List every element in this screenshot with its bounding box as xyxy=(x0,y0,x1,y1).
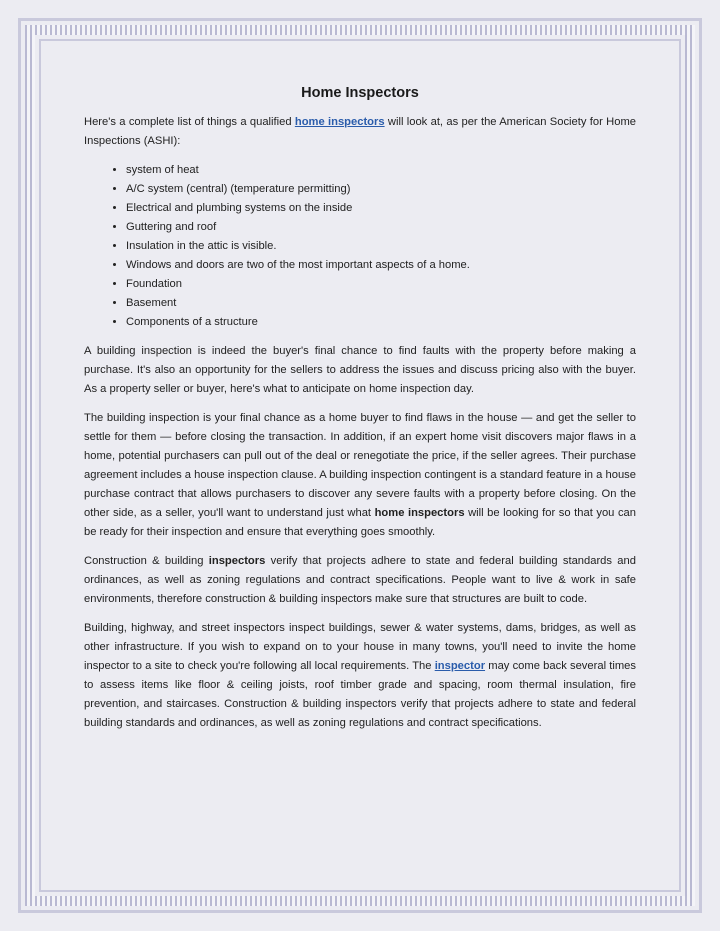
paragraph-infrastructure-inspectors xyxy=(84,619,636,733)
paragraph2-text-after: will be looking for so that you can be ready for their inspection and ensure that everything goes smoothly. xyxy=(84,507,636,538)
paragraph3-text-before: Construction & building xyxy=(84,555,209,567)
checklist-item: • Foundation xyxy=(126,275,636,294)
intro-text-after: will look at, as per the American Society for Home Inspections (ASHI): xyxy=(84,116,636,147)
paragraph-building-inspection xyxy=(84,409,636,542)
paragraph2-bold-home-inspectors: home inspectors xyxy=(374,507,465,519)
paragraph4-text-before: Building, highway, and street inspectors inspect buildings, sewer & water systems, dams, bridges, as well as other infrastructure. If you wish to expand on to your house in many towns, you'll need to invite the home inspector to a site to check you're following all local requirements. The xyxy=(84,622,636,672)
checklist-item: • Components of a structure xyxy=(126,313,636,332)
checklist-item: • Basement xyxy=(126,294,636,313)
inspection-checklist xyxy=(84,161,636,332)
document-title: Home Inspectors xyxy=(301,85,419,101)
checklist-item: • A/C system (central) (temperature permitting) xyxy=(126,180,636,199)
checklist-item: • Electrical and plumbing systems on the inside xyxy=(126,199,636,218)
checklist-item: • Windows and doors are two of the most important aspects of a home. xyxy=(126,256,636,275)
document-content xyxy=(84,84,636,743)
intro-paragraph xyxy=(84,113,636,151)
checklist-item: • Insulation in the attic is visible. xyxy=(126,237,636,256)
paragraph4-text-after: may come back several times to assess items like floor & ceiling joists, roof timber grade and spacing, room thermal insulation, fire prevention, and staircases. Construction & building inspectors verify that projects adhere to state and federal building standards and ordinances, as well as zoning regulations and contract specifications. xyxy=(84,660,636,729)
paragraph-construction-inspectors xyxy=(84,552,636,609)
paragraph3-text-after: verify that projects adhere to state and federal building standards and ordinances, as well as zoning regulations and contract specifications. People want to live & work in safe environments, therefore construction & building inspectors make sure that structures are built to code. xyxy=(84,555,636,605)
paragraph-final-chance: A building inspection is indeed the buyer's final chance to find faults with the property before making a purchase. It's also an opportunity for the sellers to address the issues and discuss pricing also with the buyer. As a property seller or buyer, here's what to anticipate on home inspection day. xyxy=(84,345,636,395)
paragraph3-bold-inspectors: inspectors xyxy=(208,555,266,567)
inspector-link[interactable]: inspector xyxy=(434,660,486,672)
checklist-item: • system of heat xyxy=(126,161,636,180)
intro-text-before: Here's a complete list of things a qualified xyxy=(84,116,295,128)
home-inspectors-link[interactable]: home inspectors xyxy=(294,116,385,128)
checklist-item: • Guttering and roof xyxy=(126,218,636,237)
paragraph2-text-before: The building inspection is your final chance as a home buyer to find flaws in the house — and get the seller to settle for them — before closing the transaction. In addition, if an expert home visit discovers major flaws in a home, potential purchasers can pull out of the deal or renegotiate the price, if the seller agrees. Their purchase agreement includes a house inspection clause. A building inspection contingent is a standard feature in a house purchase contract that allows purchasers to discover any severe faults with a property before closing. On the other side, as a seller, you'll want to understand just what xyxy=(84,412,636,519)
